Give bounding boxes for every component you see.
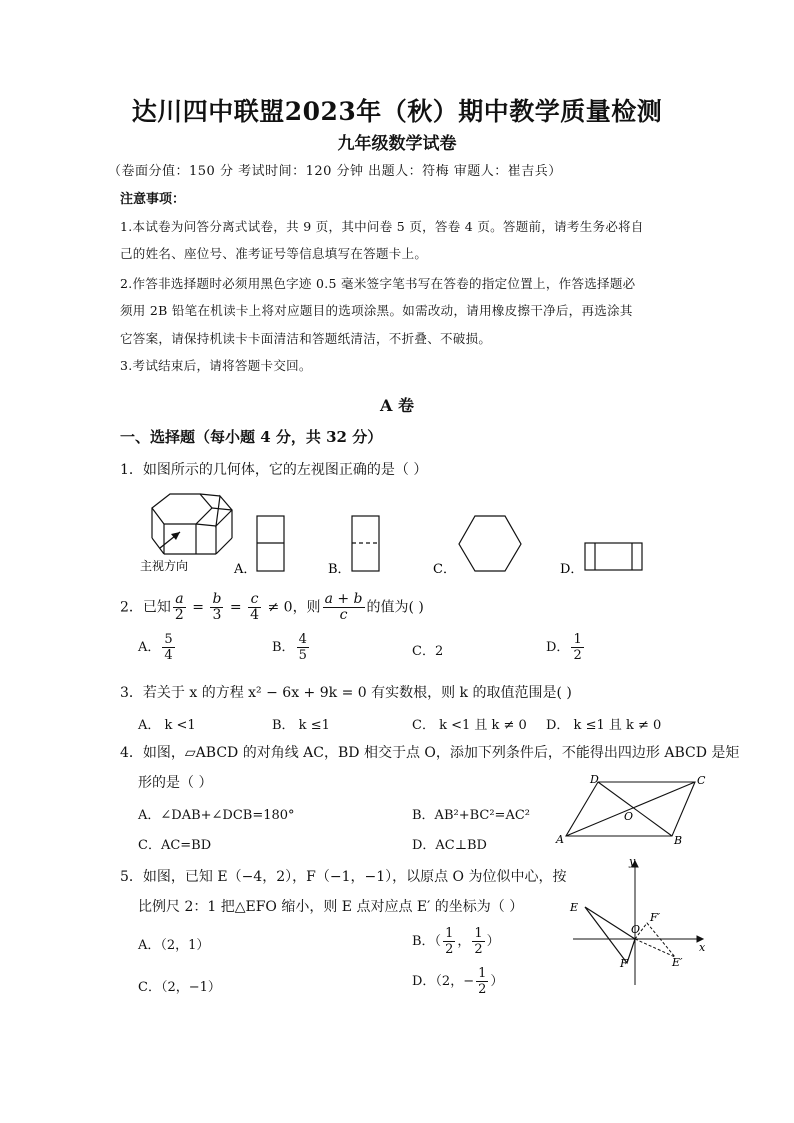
svg-text:F: F [620,957,628,970]
q1-stem: 1．如图所示的几何体，它的左视图正确的是（ ） [120,462,428,478]
fraction-a-2: $\frac{a}{2}$ [174,591,184,623]
q5-option-a: A．（2，1） [138,938,210,953]
q3-option-d: D． k ≤1 且 k ≠ 0 [546,718,662,733]
q5-option-d: D．（2，− $\frac{1}{2}$ ） [412,966,504,997]
q1-figures [130,488,720,583]
notice-heading: 注意事项： [120,192,186,207]
notice-line-5: 它答案，请保持机读卡卡面清洁和答题纸清洁，不折叠、不破损。 [120,331,492,346]
option-d-view [585,543,642,570]
svg-text:C: C [697,774,706,787]
svg-text:O: O [631,923,641,936]
q4-option-b: B．AB²+BC²=AC² [412,808,530,823]
q4-line-2: 形的是（ ） [138,775,213,791]
q5-option-b: B．（ $\frac{1}{2}$ ， $\frac{1}{2}$ ） [412,926,500,957]
svg-text:x: x [699,941,706,954]
coordinate-figure [565,855,715,990]
q4-option-c: C．AC=BD [138,838,212,853]
q2-option-c: C．2 [412,644,444,659]
q3-stem: 3．若关于 x 的方程 x² − 6x + 9k = 0 有实数根，则 k 的取值范围是( ) [120,685,572,701]
notice-line-4: 须用 2B 铅笔在机读卡上将对应题目的选项涂黑。如需改动，请用橡皮擦干净后，再选涂其 [120,303,633,318]
svg-text:E′: E′ [672,956,683,969]
q5-line-1: 5．如图，已知 E（−4，2），F（−1，−1），以原点 O 为位似中心，按 [120,869,567,885]
notice-line-6: 3.考试结束后，请将答题卡交回。 [120,358,312,373]
svg-text:D: D [590,773,599,786]
fraction-c-4: $\frac{c}{4}$ [250,591,260,623]
page-title: 达川四中联盟2023年（秋）期中教学质量检测 [131,97,663,126]
q4-option-a: A．∠DAB+∠DCB=180° [138,808,295,823]
svg-text:F′: F′ [650,911,661,924]
q5-option-c: C．（2，−1） [138,980,221,995]
q4-line-1: 4．如图，▱ABCD 的对角线 AC，BD 相交于点 O，添加下列条件后，不能得出四边形 ABCD 是矩 [120,745,740,761]
q5-line-2: 比例尺 2：1 把△EFO 缩小，则 E 点对应点 E′ 的坐标为（ ） [138,899,524,915]
section-a-heading: A 卷 [380,396,414,415]
q2-option-b: B． $\frac{4}{5}$ [272,632,307,663]
notice-line-1: 1.本试卷为问答分离式试卷，共 9 页，其中问卷 5 页，答卷 4 页。答题前，请考生务必将自 [120,219,644,234]
page-subtitle: 九年级数学试卷 [337,134,457,154]
fraction-a-plus-b-over-c: $\frac{a + b}{c}$ [324,591,363,623]
fraction-b-3: $\frac{b}{3}$ [212,591,222,623]
option-c-view [459,516,521,571]
exam-meta: （卷面分值：150 分 考试时间：120 分钟 出题人：符梅 审题人：崔吉兵） [108,164,562,179]
option-a-view [257,516,284,571]
q3-option-c: C． k <1 且 k ≠ 0 [412,718,527,733]
svg-text:B: B [674,834,683,847]
notice-line-3: 2.作答非选择题时必须用黑色字迹 0.5 毫米签字笔书写在答卷的指定位置上，作答选择题必 [120,276,636,291]
view-direction-arrow-icon [160,532,180,548]
q1-option-a: A． [234,562,257,577]
q1-option-b: B． [328,562,351,577]
svg-text:O: O [624,810,634,823]
svg-text:y: y [629,855,636,868]
svg-text:A: A [556,833,564,846]
q1-option-c: C． [433,562,456,577]
svg-text:E: E [570,901,579,914]
parallelogram-figure [550,770,710,850]
q2-option-a: A． $\frac{5}{4}$ [138,632,173,663]
q4-option-d: D．AC⊥BD [412,838,487,853]
q2-stem: 2．已知 $\frac{a}{2}$ = $\frac{b}{3}$ = $\frac{c}{4}$ ≠ 0，则 $\frac{a + b}{c}$ 的值为( ) [120,591,424,623]
section-1-heading: 一、选择题（每小题 4 分，共 32 分） [120,428,383,446]
q1-option-d: D． [560,562,584,577]
notice-line-2: 己的姓名、座位号、准考证号等信息填写在答题卡上。 [120,246,428,261]
view-direction-label: 主视方向 [140,559,189,573]
q2-option-d: D． $\frac{1}{2}$ [546,632,582,663]
q3-option-a: A． k <1 [138,718,196,733]
option-b-view [352,516,379,571]
q3-option-b: B． k ≤1 [272,718,330,733]
